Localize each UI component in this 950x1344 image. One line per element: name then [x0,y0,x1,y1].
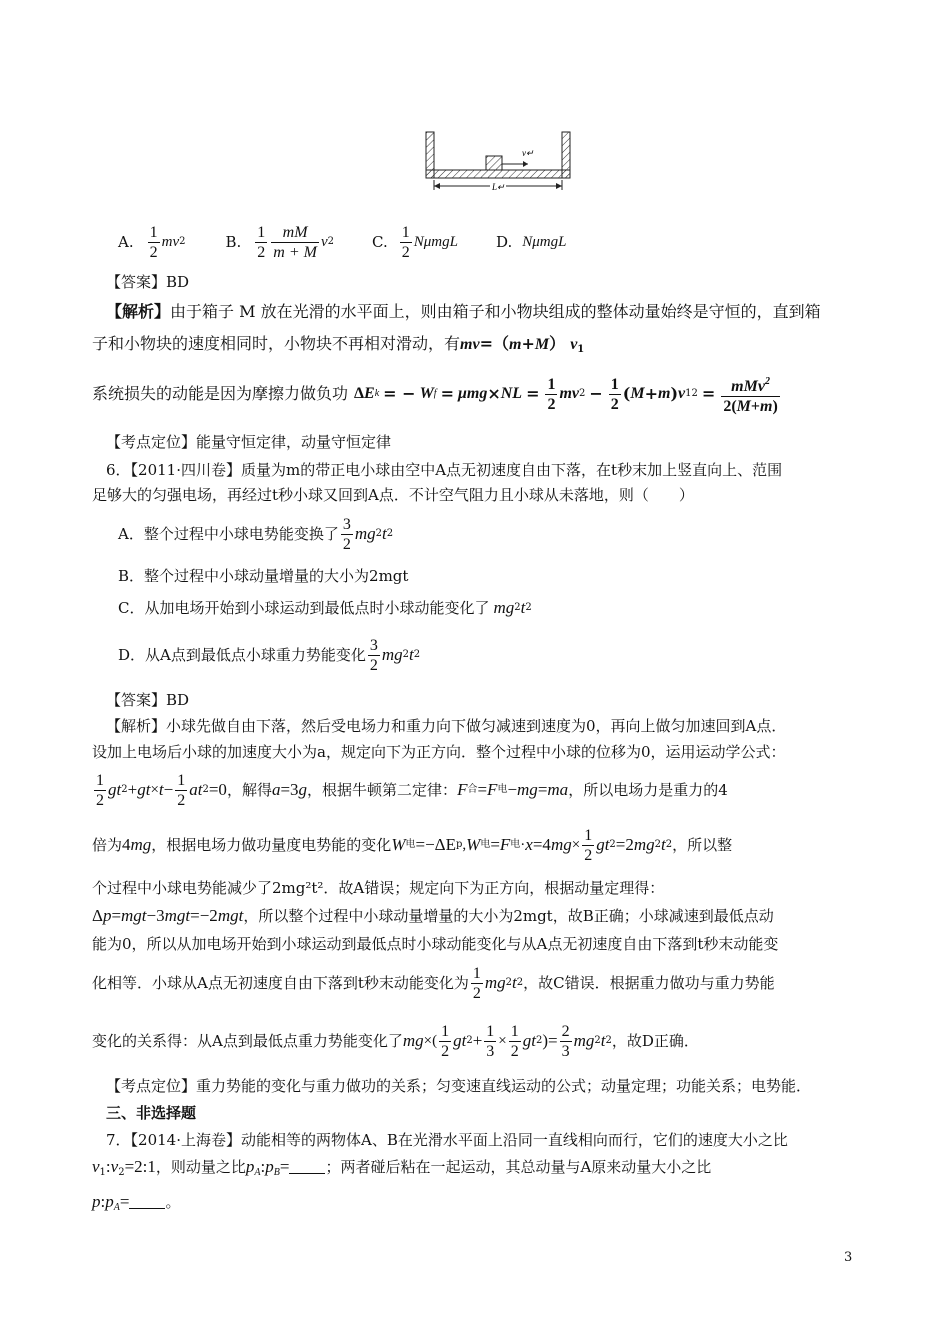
option-c-label: C. [372,233,388,251]
q7-stem-line2: $v_1:v_2=2:1$，则动量之比$p_A:p_B=$ ；两者碰后粘在一起运动，其总动量与A原来动量大小之比 [92,1157,712,1178]
q6-stem-line1: 6．【2011·四川卷】质量为m的带正电小球由空中A点无初速度自由下落，在t秒末加上竖直向上、范围 [106,461,783,479]
option-d-expr: NμmgL [522,234,567,250]
box-diagram [424,128,574,198]
option-d-label: D. [495,233,513,251]
q5-key-points: 【考点定位】能量守恒定律，动量守恒定律 [106,433,392,451]
q7-stem-line3: $p:p_A=$ 。 [92,1192,181,1213]
q6-analysis-line9: 变化的关系得：从A点到最低点重力势能变化了 mg ×( $\frac{1}{2}$ gt 2 + $\frac{1}{3}$ × $\frac{1}{2}$ gt 2 )= $\frac{2}{3}$ mg 2 t 2 ，故D正确． [92,1022,699,1060]
page-number: 3 [844,1250,853,1265]
q5-answer: 【答案】BD [106,273,190,291]
q5-analysis-line3: 系统损失的动能是因为摩擦力做负功 Δ E k = − W f = μmg × NL = $\frac{1}{2}$ mv 2 − $\frac{1}{2}$ ( M + m ) v 1 2 = $\frac{mMv^2}{2(M+m)}$ [92,366,782,422]
option-a-fraction: $\frac{1}{2}$ [149,223,158,261]
q6-stem-line2: 足够大的匀强电场，再经过t秒小球又回到A点．不计空气阻力且小球从未落地，则（ ） [92,486,694,504]
q5-analysis-line1: 【解析】由于箱子 M 放在光滑的水平面上，则由箱子和小物块组成的整体动量始终是守恒的，直到箱 [106,302,821,321]
q6-analysis-line8: 化相等．小球从A点无初速度自由下落到t秒末动能变化为 $\frac{1}{2}$ mg 2 t 2 ，故C错误．根据重力做功与重力势能 [92,964,775,1002]
q6-option-a: A．整个过程中小球电势能变换了 $\frac{3}{2}$ mg 2 t 2 [118,515,394,553]
velocity-label: v↵ [522,148,534,158]
q6-analysis-line3: $\frac{1}{2}$ gt 2 + gt × t − $\frac{1}{2}$ at 2 =0 ，解得 a =3 g ，根据牛顿第二定律： F 合 = F 电 − mg = ma ，所以电场力是重力的4 [96,771,728,809]
q6-key-points: 【考点定位】重力势能的变化与重力做功的关系；匀变速直线运动的公式；动量定理；功能关系；电势能． [106,1077,812,1095]
q6-analysis-line5: 个过程中小球电势能减少了2mg²t²．故A错误；规定向下为正方向，根据动量定理得： [92,879,665,897]
q6-analysis-line4: 倍为 4 mg ，根据电场力做功量度电势能的变化 W 电 =−ΔE p , W 电 = F 电 · x =4 mg × $\frac{1}{2}$ gt 2 =2 mg 2 t 2 ，所以整 [92,826,733,864]
q6-analysis-line2: 设加上电场后小球的加速度大小为a，规定向下为正方向．整个过程中小球的位移为0，运用运动学公式： [92,743,786,761]
answer-blank-2[interactable] [129,1194,165,1209]
section-heading: 三、非选择题 [106,1104,197,1122]
q6-analysis-line1: 【解析】小球先做自由下落，然后受电场力和重力向下做匀减速到速度为0，再向上做匀加速回到A点． [106,717,787,735]
q6-analysis-line6: Δp=mgt−3mgt=−2mgt，所以整个过程中小球动量增量的大小为2mgt，故B正确；小球减速到最低点动 [92,906,774,925]
length-label: L↵ [492,182,505,192]
q6-option-c: C．从加电场开始到小球运动到最低点时小球动能变化了 mg 2 t 2 [118,598,532,617]
option-b-label: B. [225,233,242,251]
option-a-label: A. [118,233,134,251]
q6-option-d: D．从A点到最低点小球重力势能变化 $\frac{3}{2}$ mg 2 t 2 [118,636,421,674]
q6-answer: 【答案】BD [106,691,190,709]
q7-stem-line1: 7．【2014·上海卷】动能相等的两物体A、B在光滑水平面上沿同一直线相向而行，它们的速度大小之比 [106,1131,788,1149]
answer-blank-1[interactable] [289,1159,325,1174]
q6-analysis-line7: 能为0，所以从加电场开始到小球运动到最低点时小球动能变化与从A点无初速度自由下落到t秒末动能变 [92,935,779,953]
q5-options: A. $\frac{1}{2}$ mv 2 B. $\frac{1}{2}$ $\frac{mM}{m + M}$ v 2 C. $\frac{1}{2}$ NμmgL D. NμmgL [118,223,567,261]
q6-option-b: B．整个过程中小球动量增量的大小为2mgt [118,567,409,585]
q5-analysis-line2: 子和小物块的速度相同时，小物块不再相对滑动，有mv=（m+M） $v_1$ [92,334,585,355]
